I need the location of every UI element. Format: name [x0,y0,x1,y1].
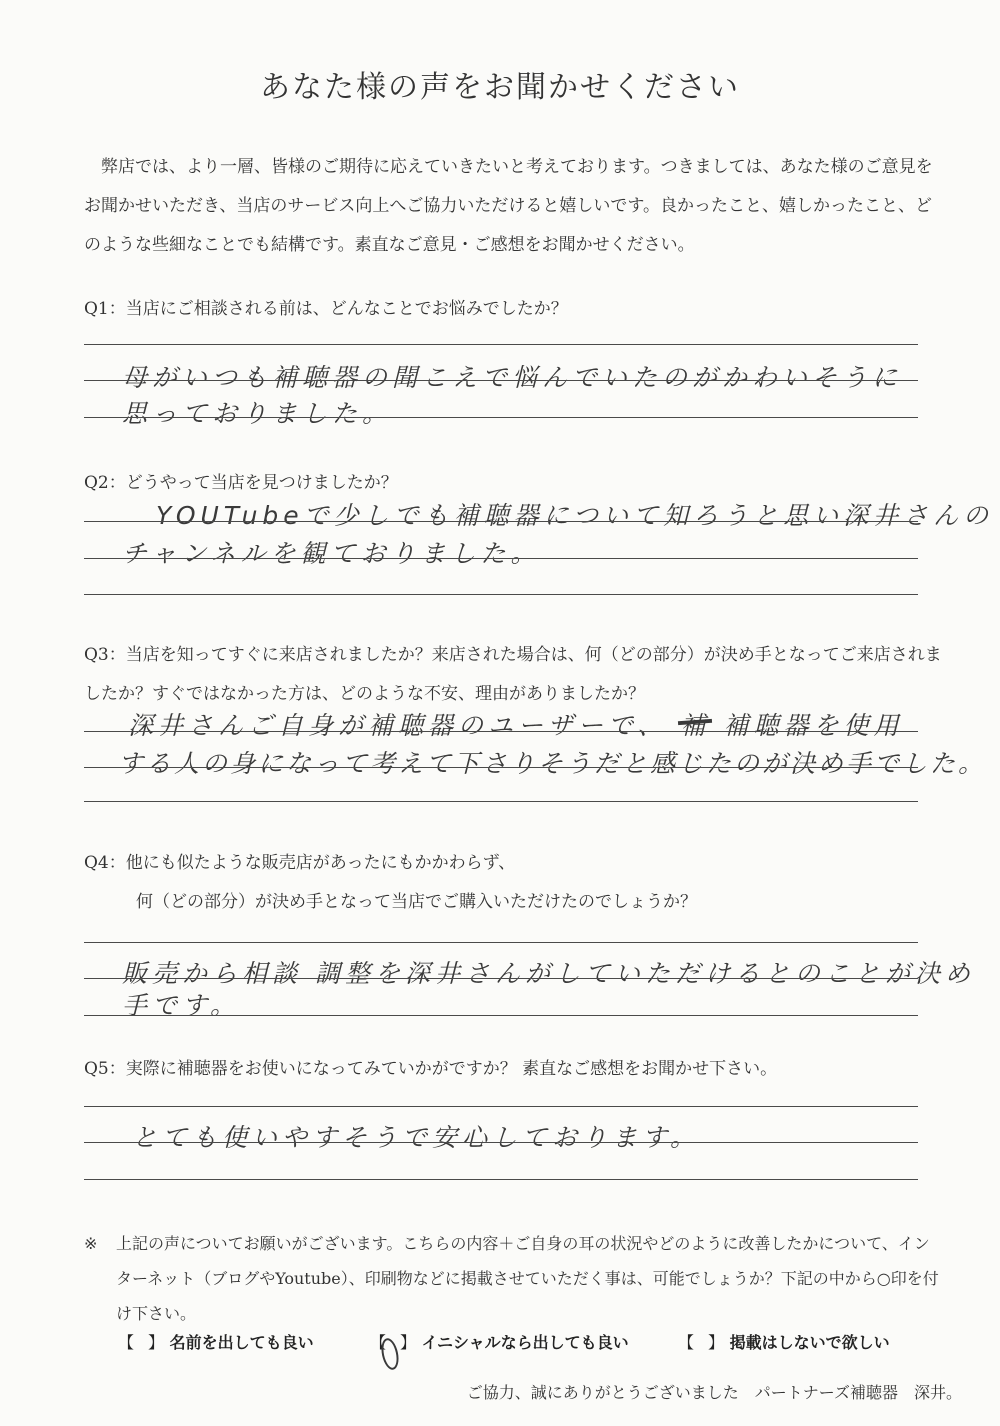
option-label: 名前を出しても良い [169,1333,314,1352]
page-title: あなた様の声をお聞かせください [260,70,740,105]
answer-line [84,344,918,345]
question-3: Q3：当店を知ってすぐに来店されましたか？来店された場合は、何（どの部分）が決め手となってご来店されましたか？すぐではなかった方は、どのような不安、理由がありましたか？ [84,645,942,704]
option-label: イニシャルなら出しても良い [421,1333,629,1352]
answer-line [84,1015,918,1016]
bracket-close: 】 [148,1333,165,1352]
option-name-ok[interactable] [118,1330,314,1353]
answer-2-line-1: YOUTubeで少しでも補聴器について知ろうと思い深井さんの [156,501,994,530]
answer-line [84,942,918,943]
answer-line [84,978,918,979]
answer-line [84,380,918,381]
bracket-close: 】 [708,1333,725,1352]
bracket-open: 【 [678,1333,695,1352]
question-4-line-1: Q4：他にも似たような販売店があったにもかかわらず、 [84,853,516,873]
intro-paragraph: 弊店では、より一層、皆様のご期待に応えていきたいと考えております。つきましては、あなた様のご意見をお聞かせいただき、当店のサービス向上へご協力いただけると嬉しいです。良かったこと、嬉しかったこと、どのような些細なことでも結構です。素直なご意見・ご感想をお聞かせください。 [84,157,933,255]
question-4-line-2: 何（どの部分）が決め手となって当店でご購入いただけたのでしょうか？ [136,892,697,912]
answer-3-text-b: 補聴器を使用 [723,711,904,740]
answer-line [84,731,918,732]
question-1: Q1：当店にご相談される前は、どんなことでお悩みでしたか？ [84,299,568,319]
answer-line [84,1142,918,1143]
answer-line [84,767,918,768]
question-4 [84,844,944,922]
answer-3-text-a: 深井さんご自身が補聴器のユーザーで、 [128,711,668,740]
answer-5-line-1: とても使いやすそうで安心しております。 [132,1123,701,1152]
answer-line [84,1179,918,1180]
publication-request-note [84,1226,944,1331]
answer-4-line-1: 販売から相談 調整を深井さんがしていただけるとのことが決め [122,959,975,988]
answer-line [84,417,918,418]
footer-thanks: ご協力、誠にありがとうございました パートナーズ補聴器 深井。 [466,1383,962,1402]
answer-line [84,558,918,559]
selected-circle-mark [379,1337,401,1372]
answer-line [84,521,918,522]
question-5: Q5：実際に補聴器をお使いになってみていかがですか？ 素直なご感想をお聞かせ下さい。 [84,1059,778,1079]
note-text: 上記の声についてお願いがございます。こちらの内容＋ご自身の耳の状況やどのように改善したかについて、インターネット（ブログやYoutube）、印刷物などに掲載させていただく事は、可能でしょうか？下記の中から○印を付け下さい。 [116,1234,939,1323]
answer-3-line-2: する人の身になって考えて下さりそうだと感じたのが決め手でした。 [118,749,987,778]
bracket-close: 】 [400,1333,417,1352]
answer-4-line-2: 手です。 [122,991,241,1020]
answer-1-line-2: 思っておりました。 [122,399,393,428]
option-initials-ok[interactable] [370,1330,629,1353]
answer-2-line-2: チャンネルを観ておりました。 [122,539,541,568]
bracket-open: 【 [118,1333,135,1352]
answer-line [84,1106,918,1107]
option-no-publish[interactable] [678,1330,890,1353]
bracket-open: 【 [370,1333,387,1352]
answer-line [84,801,918,802]
answer-3-line-1 [128,706,928,742]
answer-1-line-1: 母がいつも補聴器の聞こえで悩んでいたのがかわいそうに [122,363,903,392]
struck-out-word: 補 [680,706,710,742]
question-2: Q2：どうやって当店を見つけましたか？ [84,473,398,493]
option-label: 掲載はしないで欲しい [729,1333,890,1352]
answer-line [84,594,918,595]
note-mark: ※ [84,1234,98,1253]
